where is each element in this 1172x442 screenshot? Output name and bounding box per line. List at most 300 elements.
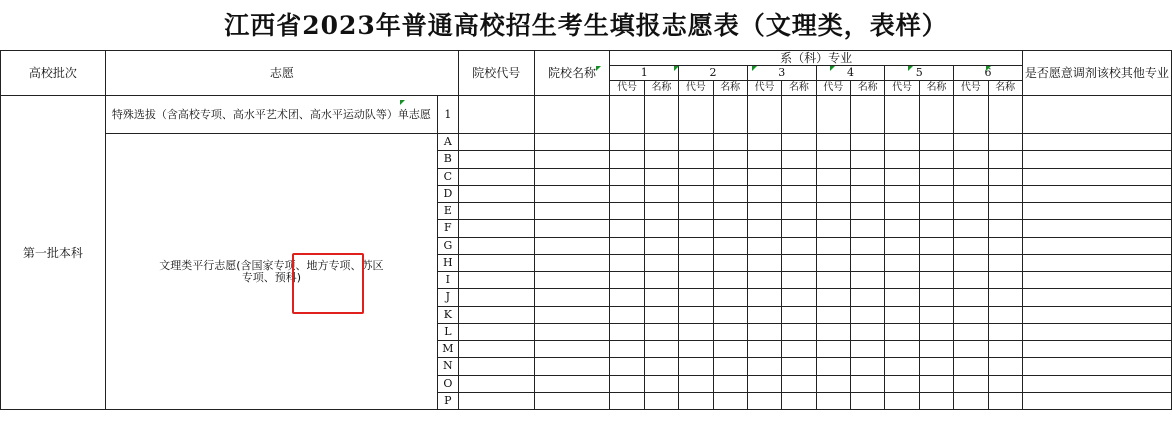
parallel-p-major-5-name-cell[interactable] [919,392,953,409]
parallel-k-major-5-name-cell[interactable] [919,306,953,323]
parallel-f-major-6-name-cell[interactable] [988,220,1022,237]
parallel-g-major-1-code-cell[interactable] [610,237,644,254]
parallel-f-major-1-name-cell[interactable] [644,220,678,237]
parallel-index-o: O [437,375,458,392]
parallel-b-major-5-name-cell[interactable] [919,151,953,168]
parallel-g-major-6-name-cell[interactable] [988,237,1022,254]
parallel-m-major-3-code-cell[interactable] [747,341,781,358]
parallel-g-school-name-cell[interactable] [534,237,610,254]
parallel-o-major-3-name-cell[interactable] [782,375,816,392]
parallel-o-major-3-code-cell[interactable] [747,375,781,392]
parallel-c-major-1-code-cell[interactable] [610,168,644,185]
parallel-g-major-4-name-cell[interactable] [851,237,885,254]
parallel-a-school-code-cell[interactable] [458,134,534,151]
parallel-d-adjust-cell[interactable] [1022,185,1171,202]
parallel-m-school-name-cell[interactable] [534,341,610,358]
parallel-g-school-code-cell[interactable] [458,237,534,254]
parallel-c-major-3-name-cell[interactable] [782,168,816,185]
header-school-name: 院校名称 [534,51,610,96]
parallel-l-school-name-cell[interactable] [534,323,610,340]
parallel-n-school-name-cell[interactable] [534,358,610,375]
parallel-b-school-name-cell[interactable] [534,151,610,168]
parallel-g-major-5-name-cell[interactable] [919,237,953,254]
parallel-index-n: N [437,358,458,375]
parallel-n-major-3-code-cell[interactable] [747,358,781,375]
special-1-school-code-cell[interactable] [458,96,534,134]
parallel-p-major-6-name-cell[interactable] [988,392,1022,409]
parallel-e-major-5-code-cell[interactable] [885,203,919,220]
major-2-name-header: 名称 [713,81,747,96]
special-selection-zhiyuan: 特殊选拔（含高校专项、高水平艺术团、高水平运动队等）单志愿 [105,96,437,134]
parallel-p-major-1-name-cell[interactable] [644,392,678,409]
special-1-major-2-name-cell[interactable] [713,96,747,134]
parallel-c-adjust-cell[interactable] [1022,168,1171,185]
parallel-h-major-2-code-cell[interactable] [679,254,713,271]
parallel-p-major-4-name-cell[interactable] [851,392,885,409]
parallel-l-major-2-code-cell[interactable] [679,323,713,340]
parallel-m-major-6-code-cell[interactable] [954,341,988,358]
parallel-j-major-1-code-cell[interactable] [610,289,644,306]
parallel-n-major-6-name-cell[interactable] [988,358,1022,375]
parallel-j-adjust-cell[interactable] [1022,289,1171,306]
parallel-d-major-5-name-cell[interactable] [919,185,953,202]
parallel-c-major-5-name-cell[interactable] [919,168,953,185]
parallel-h-major-6-code-cell[interactable] [954,254,988,271]
parallel-k-school-name-cell[interactable] [534,306,610,323]
parallel-d-major-3-code-cell[interactable] [747,185,781,202]
parallel-k-major-6-name-cell[interactable] [988,306,1022,323]
parallel-l-major-3-name-cell[interactable] [782,323,816,340]
parallel-d-major-6-code-cell[interactable] [954,185,988,202]
parallel-f-major-2-code-cell[interactable] [679,220,713,237]
parallel-m-school-code-cell[interactable] [458,341,534,358]
parallel-k-major-3-code-cell[interactable] [747,306,781,323]
parallel-c-major-5-code-cell[interactable] [885,168,919,185]
major-number-4: 4 [816,66,885,81]
parallel-a-major-6-name-cell[interactable] [988,134,1022,151]
parallel-k-major-4-code-cell[interactable] [816,306,850,323]
parallel-m-major-2-code-cell[interactable] [679,341,713,358]
parallel-g-major-5-code-cell[interactable] [885,237,919,254]
parallel-h-major-4-code-cell[interactable] [816,254,850,271]
parallel-j-major-6-name-cell[interactable] [988,289,1022,306]
header-batch: 高校批次 [1,51,106,96]
header-majors: 系（科）专业 [610,51,1023,66]
parallel-b-major-1-code-cell[interactable] [610,151,644,168]
parallel-j-school-code-cell[interactable] [458,289,534,306]
special-1-major-4-code-cell[interactable] [816,96,850,134]
parallel-h-major-5-code-cell[interactable] [885,254,919,271]
parallel-index-k: K [437,306,458,323]
parallel-c-major-6-code-cell[interactable] [954,168,988,185]
parallel-m-major-3-name-cell[interactable] [782,341,816,358]
parallel-d-school-name-cell[interactable] [534,185,610,202]
parallel-o-major-1-name-cell[interactable] [644,375,678,392]
parallel-j-major-5-code-cell[interactable] [885,289,919,306]
parallel-o-school-code-cell[interactable] [458,375,534,392]
major-4-name-header: 名称 [851,81,885,96]
parallel-a-major-4-name-cell[interactable] [851,134,885,151]
parallel-j-major-3-name-cell[interactable] [782,289,816,306]
parallel-j-school-name-cell[interactable] [534,289,610,306]
parallel-index-l: L [437,323,458,340]
parallel-b-major-3-name-cell[interactable] [782,151,816,168]
parallel-index-m: M [437,341,458,358]
parallel-e-major-2-code-cell[interactable] [679,203,713,220]
parallel-d-major-1-name-cell[interactable] [644,185,678,202]
parallel-l-major-3-code-cell[interactable] [747,323,781,340]
parallel-e-school-code-cell[interactable] [458,203,534,220]
parallel-c-major-3-code-cell[interactable] [747,168,781,185]
parallel-c-school-code-cell[interactable] [458,168,534,185]
parallel-l-school-code-cell[interactable] [458,323,534,340]
parallel-j-major-2-name-cell[interactable] [713,289,747,306]
parallel-m-major-4-code-cell[interactable] [816,341,850,358]
major-5-name-header: 名称 [919,81,953,96]
parallel-e-major-5-name-cell[interactable] [919,203,953,220]
major-3-name-header: 名称 [782,81,816,96]
header-adjust: 是否愿意调剂该校其他专业 [1022,51,1171,96]
parallel-l-major-5-name-cell[interactable] [919,323,953,340]
parallel-g-major-3-name-cell[interactable] [782,237,816,254]
parallel-p-major-1-code-cell[interactable] [610,392,644,409]
special-1-major-6-name-cell[interactable] [988,96,1022,134]
parallel-l-major-6-name-cell[interactable] [988,323,1022,340]
parallel-f-major-3-name-cell[interactable] [782,220,816,237]
header-school-code: 院校代号 [458,51,534,96]
comment-marker-icon [674,66,679,71]
parallel-f-major-4-code-cell[interactable] [816,220,850,237]
parallel-d-major-2-name-cell[interactable] [713,185,747,202]
parallel-a-major-5-name-cell[interactable] [919,134,953,151]
parallel-g-major-2-code-cell[interactable] [679,237,713,254]
major-3-code-header: 代号 [747,81,781,96]
parallel-j-major-2-code-cell[interactable] [679,289,713,306]
parallel-a-major-3-code-cell[interactable] [747,134,781,151]
parallel-p-adjust-cell[interactable] [1022,392,1171,409]
parallel-o-major-5-code-cell[interactable] [885,375,919,392]
special-1-major-1-name-cell[interactable] [644,96,678,134]
parallel-i-major-5-code-cell[interactable] [885,272,919,289]
parallel-c-major-4-name-cell[interactable] [851,168,885,185]
parallel-a-school-name-cell[interactable] [534,134,610,151]
parallel-o-major-6-code-cell[interactable] [954,375,988,392]
parallel-a-major-1-name-cell[interactable] [644,134,678,151]
parallel-f-major-6-code-cell[interactable] [954,220,988,237]
parallel-h-school-name-cell[interactable] [534,254,610,271]
parallel-e-major-1-name-cell[interactable] [644,203,678,220]
parallel-m-adjust-cell[interactable] [1022,341,1171,358]
major-4-code-header: 代号 [816,81,850,96]
special-1-adjust-cell[interactable] [1022,96,1171,134]
major-number-5: 5 [885,66,954,81]
parallel-index-c: C [437,168,458,185]
parallel-index-e: E [437,203,458,220]
special-1-major-3-code-cell[interactable] [747,96,781,134]
parallel-o-major-4-name-cell[interactable] [851,375,885,392]
parallel-l-major-4-code-cell[interactable] [816,323,850,340]
parallel-h-school-code-cell[interactable] [458,254,534,271]
parallel-e-major-2-name-cell[interactable] [713,203,747,220]
parallel-b-major-2-code-cell[interactable] [679,151,713,168]
parallel-a-major-3-name-cell[interactable] [782,134,816,151]
parallel-p-major-5-code-cell[interactable] [885,392,919,409]
parallel-i-major-1-code-cell[interactable] [610,272,644,289]
parallel-g-major-2-name-cell[interactable] [713,237,747,254]
parallel-d-major-3-name-cell[interactable] [782,185,816,202]
major-number-3: 3 [747,66,816,81]
parallel-i-school-code-cell[interactable] [458,272,534,289]
parallel-l-major-6-code-cell[interactable] [954,323,988,340]
parallel-index-d: D [437,185,458,202]
parallel-l-major-5-code-cell[interactable] [885,323,919,340]
parallel-k-major-6-code-cell[interactable] [954,306,988,323]
parallel-e-major-4-code-cell[interactable] [816,203,850,220]
parallel-index-a: A [437,134,458,151]
parallel-zhiyuan-line: 专项、预科) [241,270,301,284]
parallel-n-adjust-cell[interactable] [1022,358,1171,375]
parallel-k-major-1-code-cell[interactable] [610,306,644,323]
parallel-d-school-code-cell[interactable] [458,185,534,202]
parallel-index-j: J [437,289,458,306]
parallel-e-major-6-code-cell[interactable] [954,203,988,220]
parallel-e-adjust-cell[interactable] [1022,203,1171,220]
parallel-a-major-2-code-cell[interactable] [679,134,713,151]
parallel-index-h: H [437,254,458,271]
page-title: 江西省2023年普通高校招生考生填报志愿表（文理类，表样） [224,11,948,40]
parallel-n-major-2-code-cell[interactable] [679,358,713,375]
parallel-g-major-6-code-cell[interactable] [954,237,988,254]
parallel-p-major-3-name-cell[interactable] [782,392,816,409]
special-1-major-4-name-cell[interactable] [851,96,885,134]
parallel-c-major-6-name-cell[interactable] [988,168,1022,185]
header-zhiyuan: 志愿 [105,51,458,96]
parallel-c-major-2-name-cell[interactable] [713,168,747,185]
parallel-f-school-name-cell[interactable] [534,220,610,237]
parallel-k-major-5-code-cell[interactable] [885,306,919,323]
parallel-i-major-2-code-cell[interactable] [679,272,713,289]
major-2-code-header: 代号 [679,81,713,96]
special-1-major-6-code-cell[interactable] [954,96,988,134]
parallel-n-major-6-code-cell[interactable] [954,358,988,375]
parallel-p-major-6-code-cell[interactable] [954,392,988,409]
major-1-code-header: 代号 [610,81,644,96]
parallel-o-school-name-cell[interactable] [534,375,610,392]
parallel-g-adjust-cell[interactable] [1022,237,1171,254]
parallel-n-major-3-name-cell[interactable] [782,358,816,375]
parallel-e-school-name-cell[interactable] [534,203,610,220]
parallel-h-major-6-name-cell[interactable] [988,254,1022,271]
parallel-a-major-1-code-cell[interactable] [610,134,644,151]
parallel-i-major-3-name-cell[interactable] [782,272,816,289]
special-1-major-2-code-cell[interactable] [679,96,713,134]
parallel-m-major-1-code-cell[interactable] [610,341,644,358]
parallel-m-major-5-code-cell[interactable] [885,341,919,358]
parallel-m-major-6-name-cell[interactable] [988,341,1022,358]
parallel-f-adjust-cell[interactable] [1022,220,1171,237]
parallel-p-major-3-code-cell[interactable] [747,392,781,409]
parallel-b-major-1-name-cell[interactable] [644,151,678,168]
parallel-b-adjust-cell[interactable] [1022,151,1171,168]
parallel-k-major-1-name-cell[interactable] [644,306,678,323]
parallel-h-adjust-cell[interactable] [1022,254,1171,271]
parallel-a-major-5-code-cell[interactable] [885,134,919,151]
parallel-i-major-4-name-cell[interactable] [851,272,885,289]
parallel-l-major-1-code-cell[interactable] [610,323,644,340]
parallel-f-major-5-code-cell[interactable] [885,220,919,237]
parallel-d-major-4-code-cell[interactable] [816,185,850,202]
parallel-m-major-2-name-cell[interactable] [713,341,747,358]
parallel-g-major-3-code-cell[interactable] [747,237,781,254]
parallel-b-major-4-code-cell[interactable] [816,151,850,168]
parallel-index-i: I [437,272,458,289]
parallel-k-school-code-cell[interactable] [458,306,534,323]
parallel-p-major-2-name-cell[interactable] [713,392,747,409]
parallel-i-major-6-name-cell[interactable] [988,272,1022,289]
parallel-k-major-3-name-cell[interactable] [782,306,816,323]
parallel-p-major-4-code-cell[interactable] [816,392,850,409]
parallel-j-major-4-code-cell[interactable] [816,289,850,306]
parallel-i-major-6-code-cell[interactable] [954,272,988,289]
parallel-f-major-2-name-cell[interactable] [713,220,747,237]
parallel-e-major-3-name-cell[interactable] [782,203,816,220]
parallel-p-major-2-code-cell[interactable] [679,392,713,409]
parallel-h-major-5-name-cell[interactable] [919,254,953,271]
special-1-major-5-code-cell[interactable] [885,96,919,134]
parallel-e-major-3-code-cell[interactable] [747,203,781,220]
parallel-o-adjust-cell[interactable] [1022,375,1171,392]
parallel-f-major-5-name-cell[interactable] [919,220,953,237]
parallel-j-major-5-name-cell[interactable] [919,289,953,306]
special-1-major-3-name-cell[interactable] [782,96,816,134]
parallel-a-adjust-cell[interactable] [1022,134,1171,151]
parallel-l-major-1-name-cell[interactable] [644,323,678,340]
parallel-j-major-6-code-cell[interactable] [954,289,988,306]
parallel-m-major-1-name-cell[interactable] [644,341,678,358]
parallel-f-major-1-code-cell[interactable] [610,220,644,237]
parallel-b-major-5-code-cell[interactable] [885,151,919,168]
parallel-b-major-3-code-cell[interactable] [747,151,781,168]
parallel-o-major-6-name-cell[interactable] [988,375,1022,392]
parallel-n-major-4-name-cell[interactable] [851,358,885,375]
parallel-n-major-5-name-cell[interactable] [919,358,953,375]
parallel-f-school-code-cell[interactable] [458,220,534,237]
special-1-major-1-code-cell[interactable] [610,96,644,134]
parallel-h-major-1-code-cell[interactable] [610,254,644,271]
comment-marker-icon [908,66,913,71]
parallel-n-major-1-code-cell[interactable] [610,358,644,375]
parallel-k-major-4-name-cell[interactable] [851,306,885,323]
parallel-j-major-4-name-cell[interactable] [851,289,885,306]
parallel-index-p: P [437,392,458,409]
parallel-n-school-code-cell[interactable] [458,358,534,375]
parallel-h-major-4-name-cell[interactable] [851,254,885,271]
parallel-i-major-5-name-cell[interactable] [919,272,953,289]
parallel-l-adjust-cell[interactable] [1022,323,1171,340]
parallel-a-major-2-name-cell[interactable] [713,134,747,151]
parallel-n-major-1-name-cell[interactable] [644,358,678,375]
parallel-d-major-1-code-cell[interactable] [610,185,644,202]
special-1-major-5-name-cell[interactable] [919,96,953,134]
parallel-j-major-3-code-cell[interactable] [747,289,781,306]
parallel-e-major-4-name-cell[interactable] [851,203,885,220]
parallel-c-school-name-cell[interactable] [534,168,610,185]
parallel-n-major-4-code-cell[interactable] [816,358,850,375]
parallel-d-major-6-name-cell[interactable] [988,185,1022,202]
parallel-i-adjust-cell[interactable] [1022,272,1171,289]
special-1-school-name-cell[interactable] [534,96,610,134]
batch-first-undergraduate: 第一批本科 [1,96,106,410]
major-6-name-header: 名称 [988,81,1022,96]
parallel-n-major-2-name-cell[interactable] [713,358,747,375]
major-number-6: 6 [954,66,1023,81]
parallel-j-major-1-name-cell[interactable] [644,289,678,306]
parallel-k-adjust-cell[interactable] [1022,306,1171,323]
parallel-c-major-4-code-cell[interactable] [816,168,850,185]
parallel-h-major-3-code-cell[interactable] [747,254,781,271]
parallel-k-major-2-name-cell[interactable] [713,306,747,323]
parallel-e-major-1-code-cell[interactable] [610,203,644,220]
parallel-i-major-3-code-cell[interactable] [747,272,781,289]
parallel-l-major-4-name-cell[interactable] [851,323,885,340]
parallel-g-major-1-name-cell[interactable] [644,237,678,254]
parallel-i-school-name-cell[interactable] [534,272,610,289]
parallel-d-major-4-name-cell[interactable] [851,185,885,202]
parallel-c-major-2-code-cell[interactable] [679,168,713,185]
comment-marker-icon [986,66,991,71]
parallel-i-major-4-code-cell[interactable] [816,272,850,289]
parallel-l-major-2-name-cell[interactable] [713,323,747,340]
parallel-i-major-1-name-cell[interactable] [644,272,678,289]
parallel-d-major-2-code-cell[interactable] [679,185,713,202]
parallel-o-major-2-code-cell[interactable] [679,375,713,392]
parallel-index-b: B [437,151,458,168]
parallel-e-major-6-name-cell[interactable] [988,203,1022,220]
major-6-code-header: 代号 [954,81,988,96]
parallel-m-major-4-name-cell[interactable] [851,341,885,358]
parallel-o-major-2-name-cell[interactable] [713,375,747,392]
parallel-o-major-1-code-cell[interactable] [610,375,644,392]
parallel-f-major-3-code-cell[interactable] [747,220,781,237]
parallel-p-school-name-cell[interactable] [534,392,610,409]
parallel-g-major-4-code-cell[interactable] [816,237,850,254]
parallel-b-major-6-code-cell[interactable] [954,151,988,168]
parallel-b-school-code-cell[interactable] [458,151,534,168]
parallel-zhiyuan-line: 文理类平行志愿(含国家专项、地方专项、苏区 [159,258,384,272]
parallel-m-major-5-name-cell[interactable] [919,341,953,358]
parallel-k-major-2-code-cell[interactable] [679,306,713,323]
parallel-o-major-4-code-cell[interactable] [816,375,850,392]
parallel-h-major-3-name-cell[interactable] [782,254,816,271]
special-zhiyuan-index: 1 [437,96,458,134]
major-number-2: 2 [679,66,748,81]
parallel-b-major-4-name-cell[interactable] [851,151,885,168]
parallel-f-major-4-name-cell[interactable] [851,220,885,237]
parallel-d-major-5-code-cell[interactable] [885,185,919,202]
parallel-a-major-6-code-cell[interactable] [954,134,988,151]
parallel-h-major-1-name-cell[interactable] [644,254,678,271]
parallel-h-major-2-name-cell[interactable] [713,254,747,271]
parallel-c-major-1-name-cell[interactable] [644,168,678,185]
parallel-o-major-5-name-cell[interactable] [919,375,953,392]
parallel-i-major-2-name-cell[interactable] [713,272,747,289]
parallel-b-major-2-name-cell[interactable] [713,151,747,168]
parallel-b-major-6-name-cell[interactable] [988,151,1022,168]
parallel-a-major-4-code-cell[interactable] [816,134,850,151]
parallel-n-major-5-code-cell[interactable] [885,358,919,375]
comment-marker-icon [596,66,601,71]
parallel-p-school-code-cell[interactable] [458,392,534,409]
